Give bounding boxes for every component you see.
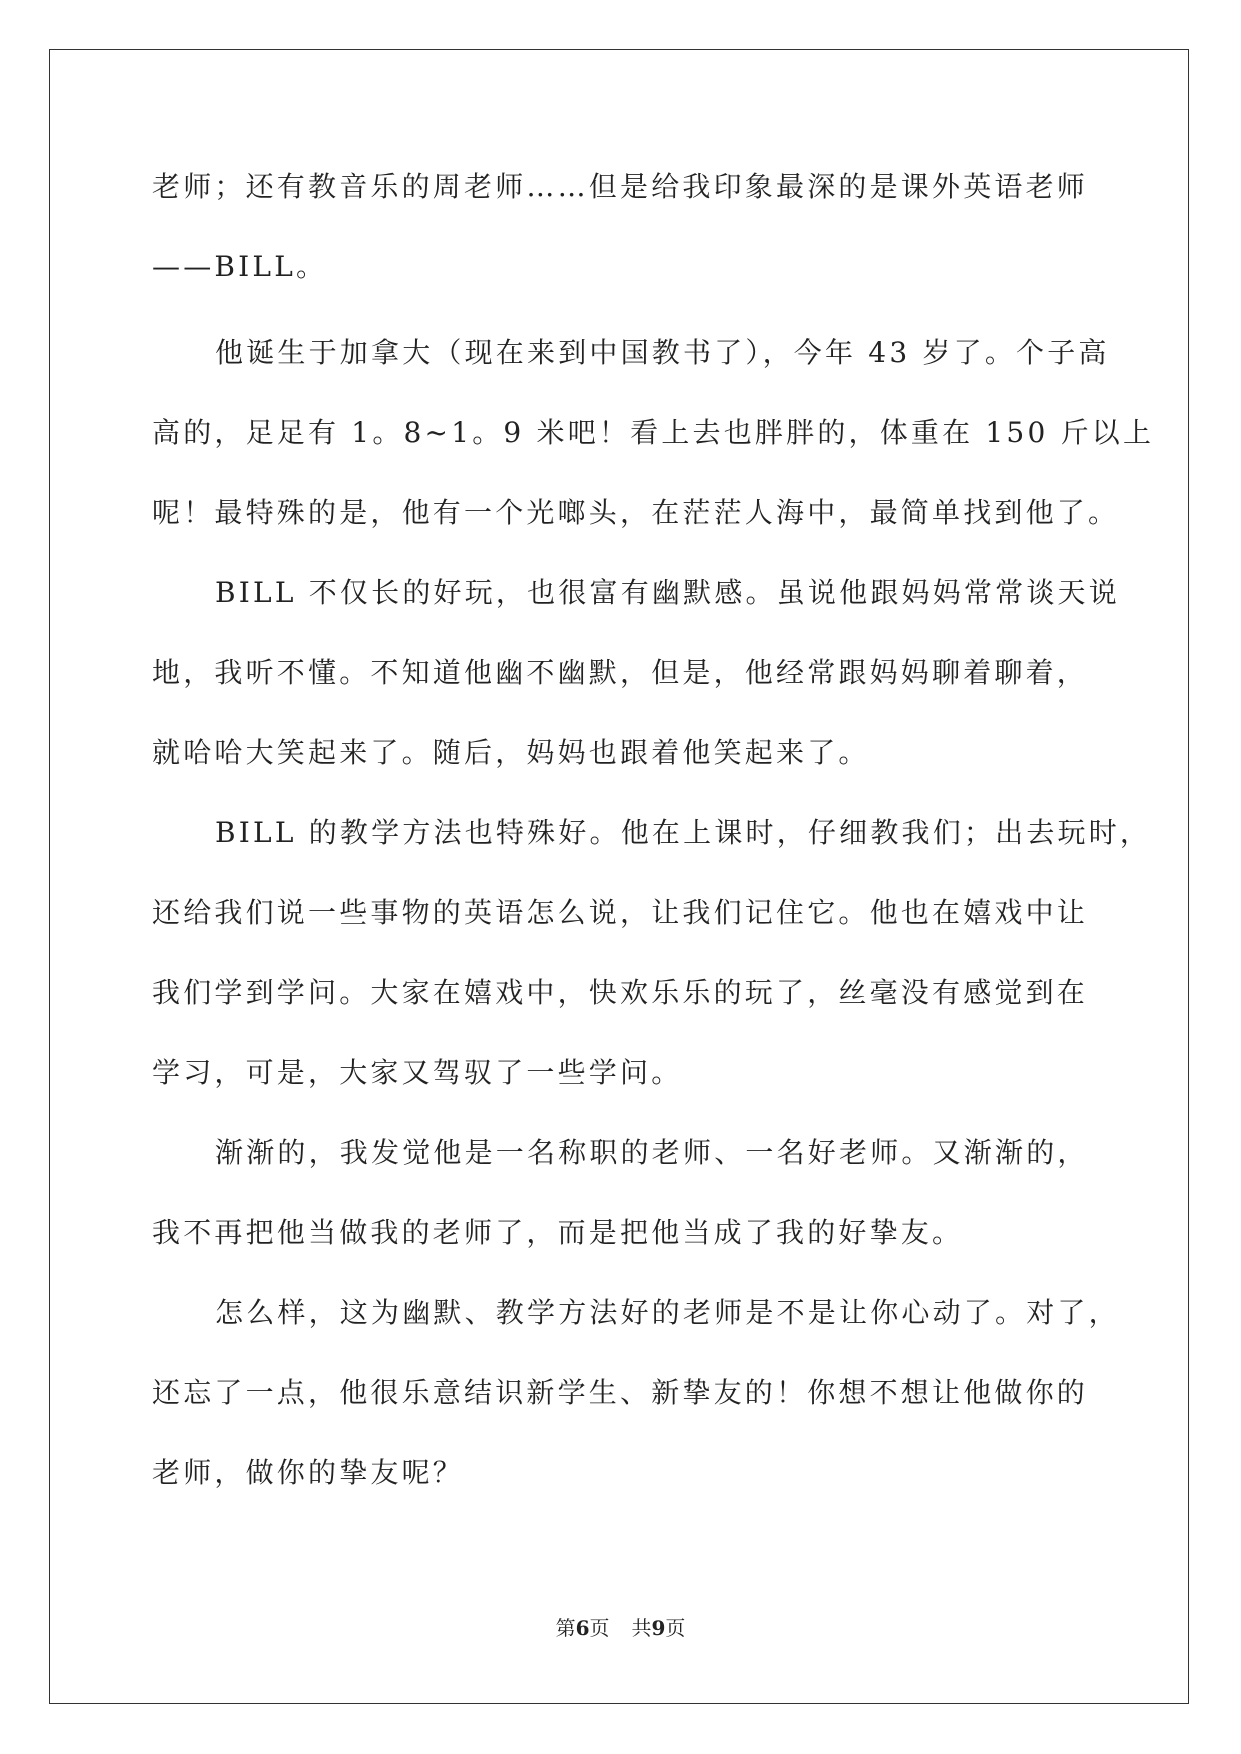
paragraph-start-line: 渐渐的，我发觉他是一名称职的老师、一名好老师。又渐渐的， [215, 1136, 1089, 1169]
text-line-10: 还给我们说一些事物的英语怎么说，让我们记住它。他也在嬉戏中让 [152, 896, 1089, 929]
text-line-4: 高的，足足有 1。8~1。9 米吧！看上去也胖胖的，体重在 150 斤以上 [152, 416, 1155, 449]
text-line-2: ——BILL。 [152, 250, 328, 283]
page-number: 6 [575, 1616, 590, 1640]
text-line-7: 地，我听不懂。不知道他幽不幽默，但是，他经常跟妈妈聊着聊着， [152, 656, 1089, 689]
paragraph-start-line: BILL 不仅长的好玩，也很富有幽默感。虽说他跟妈妈常常谈天说 [215, 576, 1120, 609]
paragraph-start-line: BILL 的教学方法也特殊好。他在上课时，仔细教我们；出去玩时， [215, 816, 1152, 849]
page-label-prefix: 第 [555, 1616, 576, 1640]
page-label-suffix: 页 [589, 1616, 610, 1640]
text-line-5: 呢！最特殊的是，他有一个光啷头，在茫茫人海中，最简单找到他了。 [152, 496, 1120, 529]
paragraph-start-line: 怎么样，这为幽默、教学方法好的老师是不是让你心动了。对了， [215, 1296, 1120, 1329]
text-line-1: 老师；还有教音乐的周老师……但是给我印象最深的是课外英语老师 [152, 170, 1089, 203]
text-line-14: 我不再把他当做我的老师了，而是把他当成了我的好挚友。 [152, 1216, 964, 1249]
total-pages: 9 [651, 1616, 666, 1640]
paragraph-start-line: 他诞生于加拿大（现在来到中国教书了），今年 43 岁了。个子高 [215, 336, 1110, 369]
text-line-8: 就哈哈大笑起来了。随后，妈妈也跟着他笑起来了。 [152, 736, 870, 769]
total-label-prefix: 共 [631, 1616, 652, 1640]
page-footer [0, 1616, 1241, 1640]
text-line-17: 老师，做你的挚友呢？ [152, 1456, 465, 1489]
total-label-suffix: 页 [665, 1616, 686, 1640]
text-line-11: 我们学到学问。大家在嬉戏中，快欢乐乐的玩了，丝毫没有感觉到在 [152, 976, 1089, 1009]
text-line-16: 还忘了一点，他很乐意结识新学生、新挚友的！你想不想让他做你的 [152, 1376, 1089, 1409]
text-line-12: 学习，可是，大家又驾驭了一些学问。 [152, 1056, 683, 1089]
